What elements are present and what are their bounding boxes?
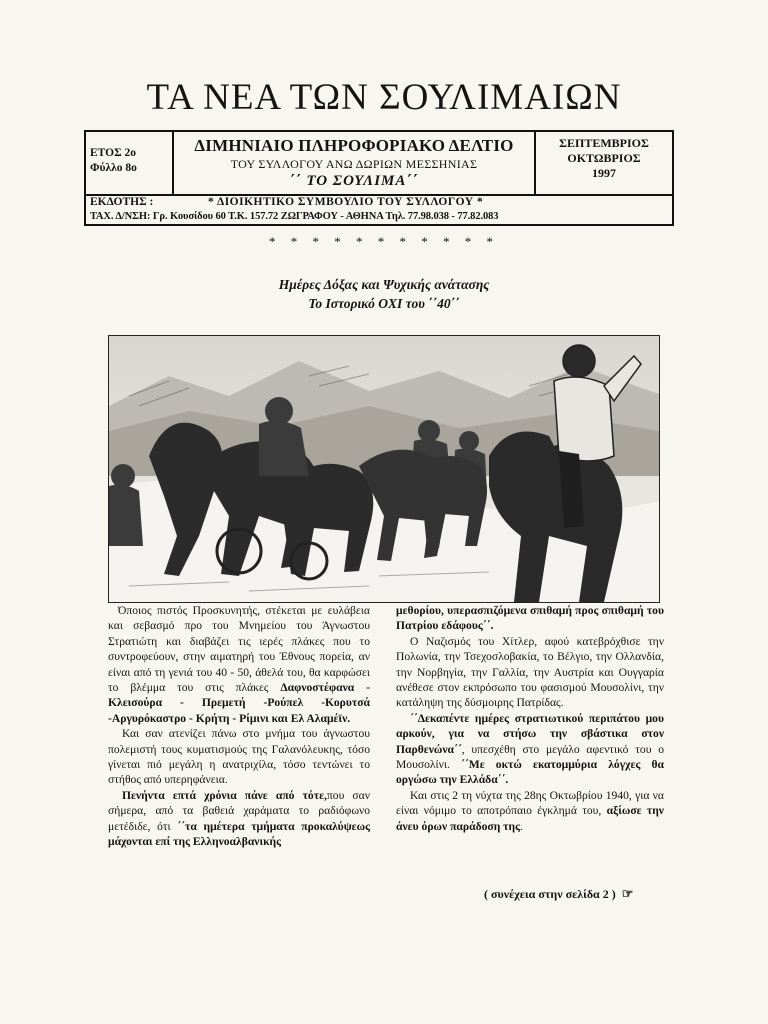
bulletin-subtitle: ΤΟΥ ΣΥΛΛΟΓΟΥ ΑΝΩ ΔΩΡΙΩΝ ΜΕΣΣΗΝΙΑΣ: [230, 157, 478, 171]
text-run-bold: ΄΄τα ημέτερα τμήματα προκαλύψεως μάχονται επί της Ελληνοαλβανικής: [108, 819, 370, 849]
text-run: Όποιος πιστός Προσκυνητής, στέκεται με ευλάβεια και σεβασμό προ του Μνημείου του Άγνωστου Στρατιώτη και διαβάζει τις ιερές πλάκες που το συντροφεύουν, στην αιματηρή του Έθνους πορεία, αν είναι από τη γενιά του 40 - 50, άθελά του, θα καρφώσει το βλέμμα του στις πλάκες: [108, 604, 370, 695]
article-headline: [0, 275, 768, 313]
text-run: Ο Ναζισμός του Χίτλερ, αφού κατεβρόχθισε την Πολωνία, την Τσεχοσλοβακία, το Βέλγιο, την Ολλανδία, την Νορβηγία, την Γαλλία, την Αυστρία και Ουγγαρία ανέθεσε στον εκπρόσωπο του φασισμού Μουσολίνι, την κατάληψη της δύσμοιρης Πατρίδας.: [396, 634, 664, 710]
issue-date: [536, 132, 672, 194]
text-run: Και σαν ατενίζει πάνω στο μνήμα του άγνωστου πολεμιστή τους κυματισμούς της Γαλανόλευκης, τόσο γίνεται πιό μεγάλη η ανατριχίλα, τόσο τεντώνει το στήθος από υπερηφάνεια.: [108, 727, 370, 787]
text-run-bold: ΄΄Δεκαπέντε ημέρες στρατιωτικού περιπάτου μου αρκούν, για να στήσω την σβάστικα στον Παρθενώνα΄΄: [396, 711, 664, 756]
text-run: Και στις 2 τη νύχτα της 28ης Οκτωβρίου 1940, για να είναι νόμιμο το αποτρόπαιο έγκλημά του,: [396, 788, 664, 818]
continuation-text: ( συνέχεια στην σελίδα 2 ): [484, 887, 616, 901]
headline-line-1: Ημέρες Δόξας και Ψυχικής ανάτασης: [278, 277, 490, 292]
continued-on-page-2: [484, 886, 633, 902]
month-1: ΣΕΠΤΕΜΒΡΙΟΣ: [559, 136, 649, 150]
text-run-bold: αξίωσε την άνευ όρων παράδοση της: [396, 804, 664, 833]
header-top-row: [86, 132, 672, 196]
paragraph: [108, 603, 370, 726]
masthead-title: ΤΑ ΝΕΑ ΤΩΝ ΣΟΥΛΙΜΑΙΩΝ: [146, 77, 622, 118]
cavalry-illustration: [108, 335, 660, 603]
article-column-left: [108, 603, 370, 850]
paragraph: [108, 726, 370, 788]
text-run-bold: Δαφνοστέφανα - Κλεισούρα - Πρεμετή -Ρούπελ -Κορυτσά -Αργυρόκαστρο - Κρήτη - Ρίμινι και Ελ Αλαμέϊν.: [108, 681, 370, 725]
address-row: ΤΑΧ. Δ/ΝΣΗ: Γρ. Κουσίδου 60 Τ.Κ. 157.72 ΖΩΓΡΑΦΟΥ - ΑΘΗΝΑ Τηλ. 77.98.038 - 77.82.083: [90, 211, 499, 222]
separator-stars: * * * * * * * * * * *: [269, 234, 499, 249]
text-run: .: [520, 819, 523, 833]
year-label: ΕΤΟΣ 2ο: [90, 147, 136, 159]
article-column-right: [396, 603, 664, 834]
text-run-bold: ΄΄Με οκτώ εκατομμύρια λόγχες θα οργώσω την Ελλάδα΄΄.: [396, 758, 665, 787]
bulletin-title: ΔΙΜΗΝΙΑΙΟ ΠΛΗΡΟΦΟΡΙΑΚΟ ΔΕΛΤΙΟ: [194, 136, 514, 155]
issue-year: 1997: [592, 166, 616, 180]
paragraph: [396, 603, 664, 634]
paragraph: [396, 711, 664, 788]
battle-scene-drawing: [109, 336, 659, 602]
text-run: που σαν σήμερα, από τα βαθειά χαράματα το ραδιόφωνο μετέδιδε, ότι: [108, 788, 370, 833]
paragraph: [108, 788, 370, 850]
publisher-label: ΕΚΔΟΤΗΣ :: [90, 196, 154, 208]
text-run: , υπεσχέθη στο μεγάλο αφεντικό του ο Μουσολίνι.: [396, 742, 664, 772]
month-2: ΟΚΤΩΒΡΙΟΣ: [567, 151, 641, 165]
publisher-row: [90, 196, 670, 211]
paragraph: [396, 634, 664, 711]
headline-line-2: Το Ιστορικό ΟΧΙ του ΄΄40΄΄: [308, 296, 460, 311]
issue-label: Φύλλο 8ο: [90, 162, 137, 174]
publisher-value: * ΔΙΟΙΚΗΤΙΚΟ ΣΥΜΒΟΥΛΙΟ ΤΟΥ ΣΥΛΛΟΓΟΥ *: [208, 196, 484, 208]
bulletin-info: [174, 132, 536, 194]
hand-pointing-icon: ☞: [621, 886, 634, 901]
paragraph: [396, 788, 664, 834]
header-box: [84, 130, 674, 226]
association-name: ΄΄ ΤΟ ΣΟΥΛΙΜΑ΄΄: [289, 173, 419, 189]
issue-info: [86, 132, 174, 194]
text-run-bold: Πενήντα επτά χρόνια πάνε από τότε,: [122, 788, 327, 802]
text-run-bold: μεθορίου, υπερασπιζόμενα σπιθαμή προς σπιθαμή του Πατρίου εδάφους΄΄.: [396, 604, 664, 633]
